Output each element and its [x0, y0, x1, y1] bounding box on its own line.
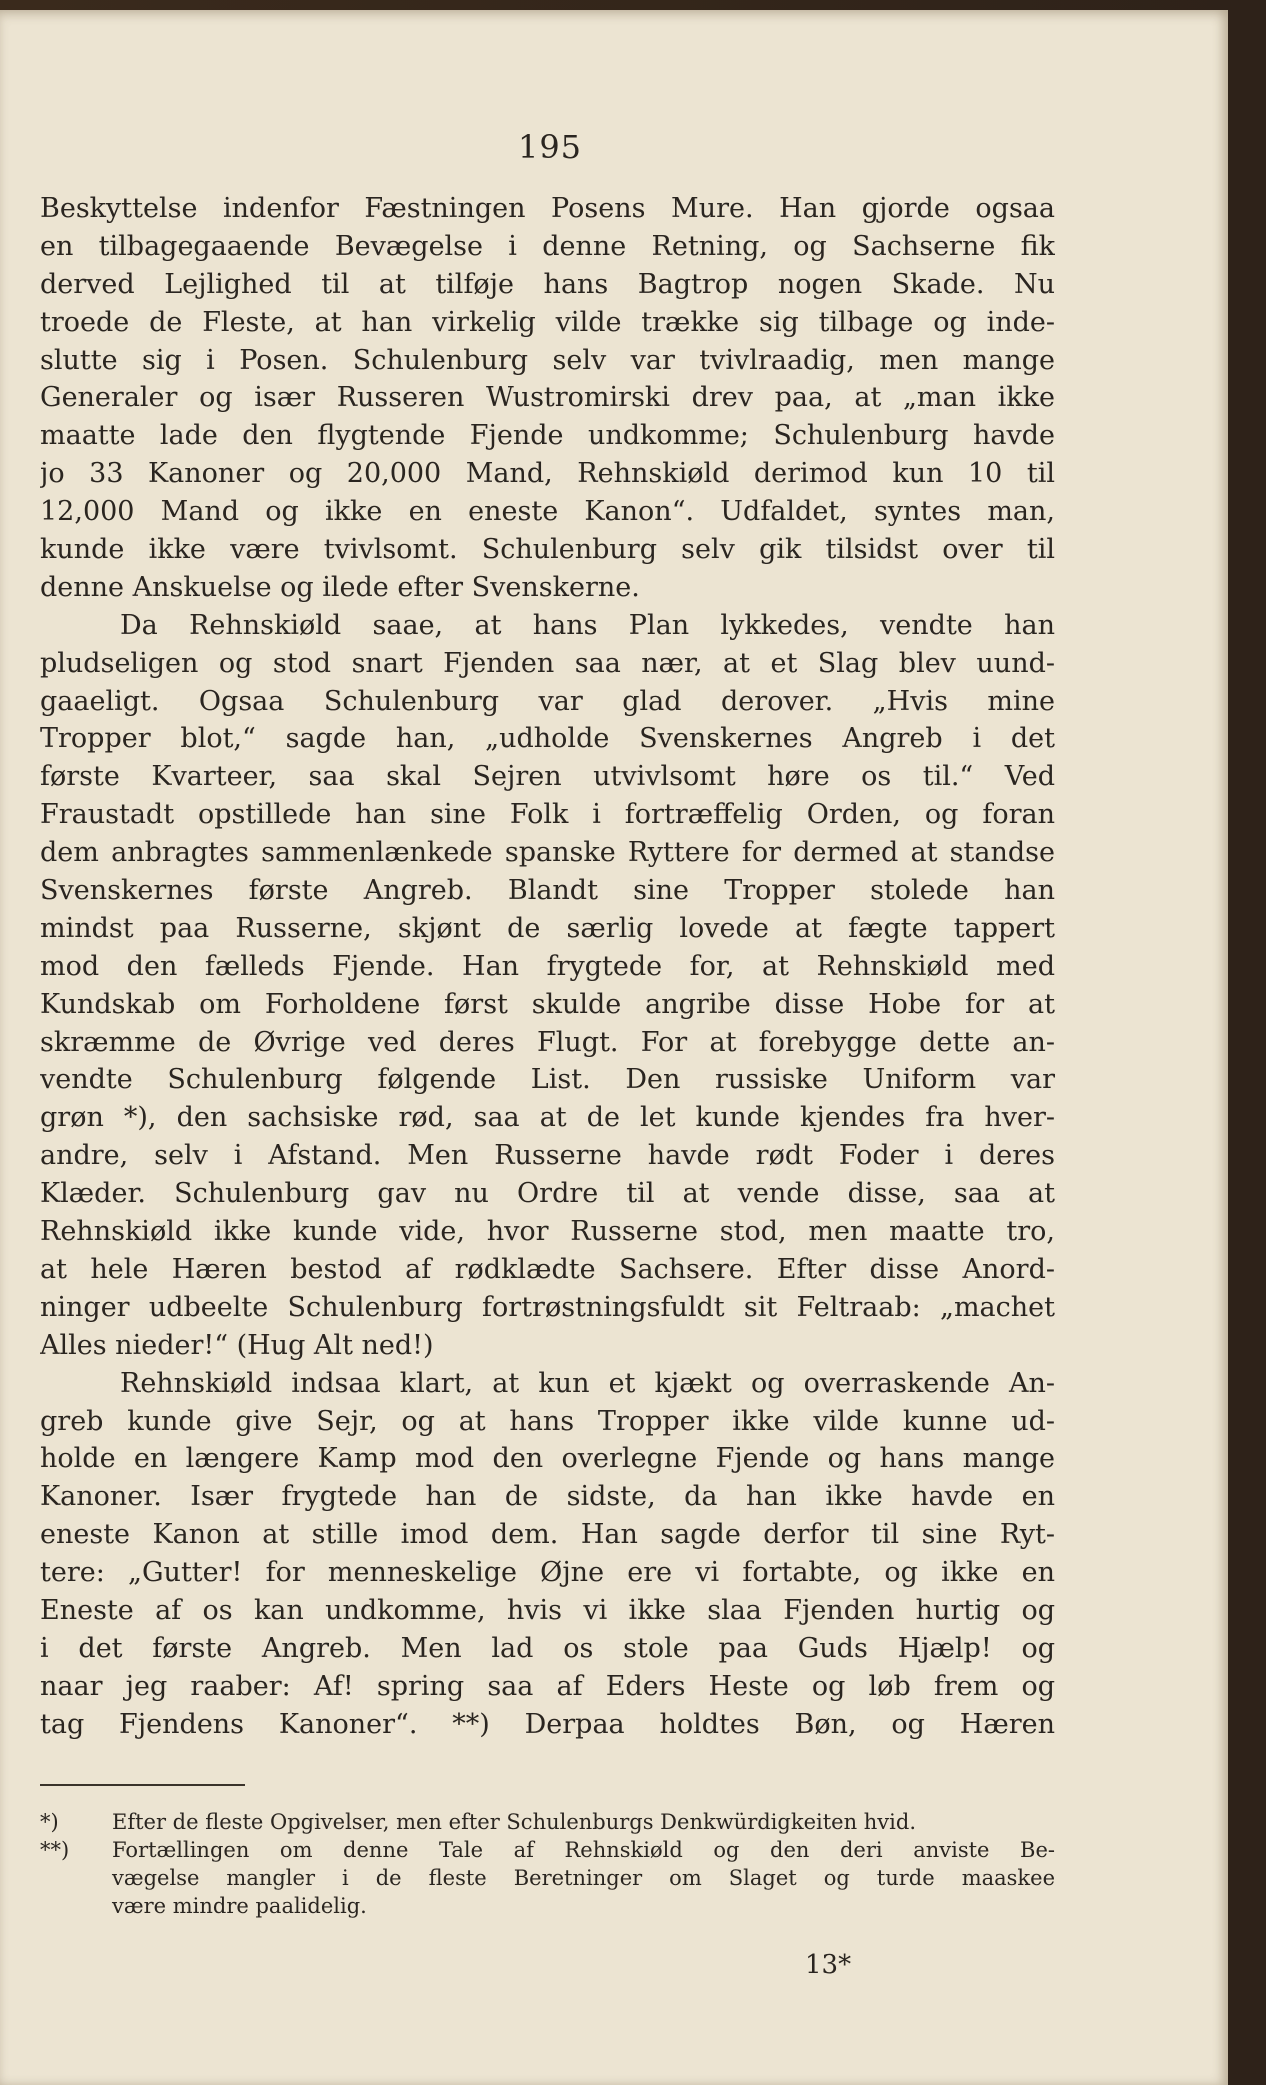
- text-line: første Kvarteer, saa skal Sejren utvivlsomt høre os til.“ Ved: [40, 761, 1055, 793]
- text-line: en tilbagegaaende Bevægelse i denne Retning, og Sachserne fik: [40, 230, 1055, 262]
- text-line: slutte sig i Posen. Schulenburg selv var tvivlraadig, men mange: [40, 344, 1055, 376]
- text-line: dem anbragtes sammenlænkede spanske Ryttere for dermed at standse: [40, 837, 1055, 869]
- text-line: Kanoner. Især frygtede han de sidste, da han ikke havde en: [40, 1481, 1055, 1513]
- text-line: grøn *), den sachsiske rød, saa at de let kunde kjendes fra hver-: [40, 1102, 1055, 1134]
- text-line: greb kunde give Sejr, og at hans Tropper ikke vilde kunne ud-: [40, 1405, 1055, 1437]
- body-text: [40, 190, 1055, 1744]
- text-line: tag Fjendens Kanoner“. **) Derpaa holdtes Bøn, og Hæren: [40, 1708, 1055, 1740]
- text-line: Eneste af os kan undkomme, hvis vi ikke slaa Fjenden hurtig og: [40, 1594, 1055, 1626]
- text-line: Tropper blot,“ sagde han, „udholde Svenskernes Angreb i det: [40, 723, 1055, 755]
- text-line: Da Rehnskiøld saae, at hans Plan lykkedes, vendte han: [120, 609, 1055, 641]
- text-line: mod den fælleds Fjende. Han frygtede for, at Rehnskiøld med: [40, 950, 1055, 982]
- text-line: 12,000 Mand og ikke en eneste Kanon“. Udfaldet, syntes man,: [40, 496, 1055, 528]
- footnote-text: Fortællingen om denne Tale af Rehnskiøld og den deri anviste Be-: [112, 1838, 1055, 1862]
- text-line: i det første Angreb. Men lad os stole paa Guds Hjælp! og: [40, 1632, 1055, 1664]
- text-line: Klæder. Schulenburg gav nu Ordre til at vende disse, saa at: [40, 1178, 1055, 1210]
- footnote-divider: [40, 1784, 245, 1786]
- text-line: naar jeg raaber: Af! spring saa af Eders Heste og løb frem og: [40, 1670, 1055, 1702]
- page-number: 195: [517, 128, 583, 166]
- text-line: gaaeligt. Ogsaa Schulenburg var glad derover. „Hvis mine: [40, 685, 1055, 717]
- text-line: holde en længere Kamp mod den overlegne Fjende og hans mange: [40, 1443, 1055, 1475]
- footnote-mark: *): [40, 1810, 59, 1834]
- text-line: mindst paa Russerne, skjønt de særlig lovede at fægte tappert: [40, 912, 1055, 944]
- text-line: Kundskab om Forholdene først skulde angribe disse Hobe for at: [40, 988, 1055, 1020]
- text-line: at hele Hæren bestod af rødklædte Sachsere. Efter disse Anord-: [40, 1253, 1055, 1285]
- footnote-mark: **): [40, 1838, 70, 1862]
- footnote-2-cont: vægelse mangler i de fleste Beretninger om Slaget og turde maaskee: [112, 1866, 1055, 1890]
- text-line: Beskyttelse indenfor Fæstningen Posens Mure. Han gjorde ogsaa: [40, 193, 1055, 224]
- text-line: Fraustadt opstillede han sine Folk i fortræffelig Orden, og foran: [40, 799, 1055, 831]
- footnote-text: Efter de fleste Opgivelser, men efter Schulenburgs Denkwürdigkeiten hvid.: [112, 1810, 916, 1834]
- text-line: kunde ikke være tvivlsomt. Schulenburg selv gik tilsidst over til: [40, 534, 1055, 566]
- text-line: eneste Kanon at stille imod dem. Han sagde derfor til sine Ryt-: [40, 1519, 1055, 1551]
- text-line: skræmme de Øvrige ved deres Flugt. For at forebygge dette an-: [40, 1026, 1055, 1058]
- signature-mark: 13*: [805, 1950, 852, 1980]
- footnote-2: [40, 1836, 1055, 1864]
- text-line: maatte lade den flygtende Fjende undkomme; Schulenburg havde: [40, 420, 1055, 452]
- text-line: andre, selv i Afstand. Men Russerne havde rødt Foder i deres: [40, 1140, 1055, 1172]
- text-line: jo 33 Kanoner og 20,000 Mand, Rehnskiøld derimod kun 10 til: [40, 458, 1055, 490]
- text-line: Rehnskiøld indsaa klart, at kun et kjækt og overraskende An-: [120, 1367, 1055, 1399]
- book-page: [0, 10, 1228, 2085]
- text-line: pludseligen og stod snart Fjenden saa nær, at et Slag blev uund-: [40, 647, 1055, 679]
- text-line: troede de Fleste, at han virkelig vilde trække sig tilbage og inde-: [40, 306, 1055, 338]
- text-line: tere: „Gutter! for menneskelige Øjne ere vi fortabte, og ikke en: [40, 1557, 1055, 1589]
- text-line: Rehnskiøld ikke kunde vide, hvor Russerne stod, men maatte tro,: [40, 1216, 1055, 1248]
- text-line: vendte Schulenburg følgende List. Den russiske Uniform var: [40, 1064, 1055, 1096]
- text-line: denne Anskuelse og ilede efter Svenskerne.: [40, 571, 640, 603]
- footnote-2-cont: være mindre paalidelig.: [112, 1894, 367, 1918]
- text-line: ninger udbeelte Schulenburg fortrøstningsfuldt sit Feltraab: „machet: [40, 1291, 1055, 1323]
- footnotes: [40, 1808, 1055, 1920]
- text-line: derved Lejlighed til at tilføje hans Bagtrop nogen Skade. Nu: [40, 268, 1055, 300]
- footnote-1: [40, 1808, 1055, 1836]
- text-line: Alles nieder!“ (Hug Alt ned!): [40, 1329, 434, 1361]
- text-line: Generaler og især Russeren Wustromirski drev paa, at „man ikke: [40, 382, 1055, 414]
- text-line: Svenskernes første Angreb. Blandt sine Tropper stolede han: [40, 875, 1055, 907]
